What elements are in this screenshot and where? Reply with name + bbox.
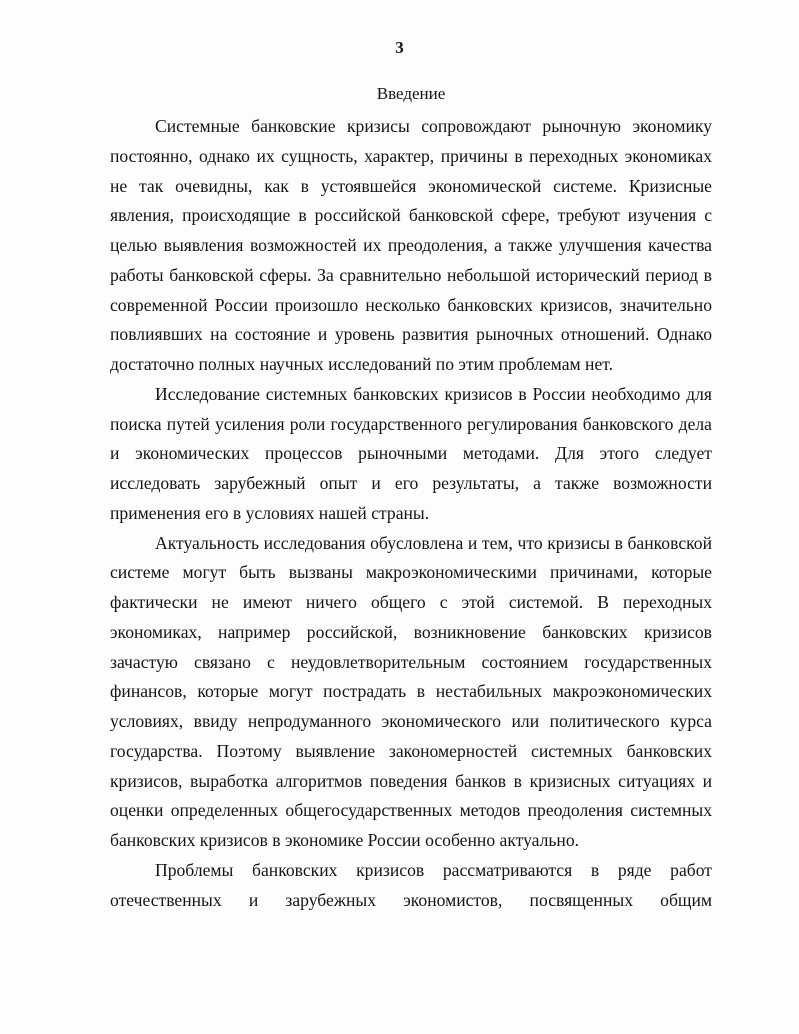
body-text xyxy=(110,112,712,915)
paragraph-4: Проблемы банковских кризисов рассматриваются в ряде работ отечественных и зарубежных экономистов, посвященных общим xyxy=(110,859,712,910)
paragraph-2: Исследование системных банковских кризисов в России необходимо для поиска путей усиления роли государственного регулирования банковского дела и экономических процессов рыночными методами. Для этого следует исследовать зарубежный опыт и его результаты, а также возможности применения его в условиях нашей страны. xyxy=(110,383,712,523)
page-number: 3 xyxy=(395,38,404,57)
section-heading: Введение xyxy=(376,84,446,103)
paragraph-3: Актуальность исследования обусловлена и тем, что кризисы в банковской системе могут быть вызваны макроэкономическими причинами, которые фактически не имеют ничего общего с этой системой. В переходных экономиках, например российской, возникновение банковских кризисов зачастую связано с неудовлетворительным состоянием государственных финансов, которые могут пострадать в нестабильных макроэкономических условиях, ввиду непродуманного экономического или политического курса государства. Поэтому выявление закономерностей системных банковских кризисов, выработка алгоритмов поведения банков в кризисных ситуациях и оценки определенных общегосударственных методов преодоления системных банковских кризисов в экономике России особенно актуально. xyxy=(110,532,712,850)
paragraph-1: Системные банковские кризисы сопровождают рыночную экономику постоянно, однако их сущность, характер, причины в переходных экономиках не так очевидны, как в устоявшейся экономической системе. Кризисные явления, происходящие в российской банковской сфере, требуют изучения с целью выявления возможностей их преодоления, а также улучшения качества работы банковской сферы. За сравнительно небольшой исторический период в современной России произошло несколько банковских кризисов, значительно повлиявших на состояние и уровень развития рыночных отношений. Однако достаточно полных научных исследований по этим проблемам нет. xyxy=(110,116,712,374)
